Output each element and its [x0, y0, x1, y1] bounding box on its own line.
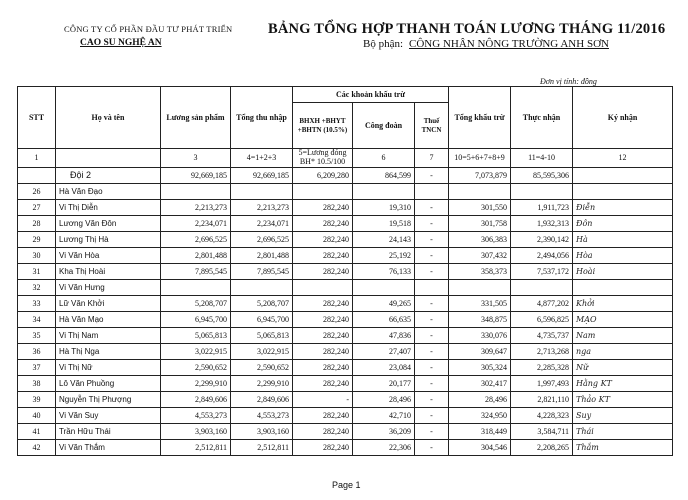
row-total-deduction: 330,076: [449, 327, 511, 343]
row-insurance: 282,240: [293, 199, 353, 215]
employee-row: [18, 263, 673, 279]
row-insurance: 282,240: [293, 439, 353, 455]
row-net: 2,713,268: [511, 343, 573, 359]
employee-row: [18, 407, 673, 423]
row-product-salary: 2,213,273: [161, 199, 231, 215]
row-insurance: 282,240: [293, 407, 353, 423]
row-insurance: [293, 183, 353, 199]
col-number: 6: [353, 149, 415, 168]
row-tax: -: [415, 263, 449, 279]
row-union: 27,407: [353, 343, 415, 359]
row-total-income: [231, 279, 293, 295]
row-total-income: 2,299,910: [231, 375, 293, 391]
row-total-deduction: 304,546: [449, 439, 511, 455]
row-tax: -: [415, 391, 449, 407]
group-net: 85,595,306: [511, 167, 573, 183]
row-total-income: 2,801,488: [231, 247, 293, 263]
row-stt: 39: [18, 391, 56, 407]
row-insurance: [293, 279, 353, 295]
col-number: [56, 149, 161, 168]
row-net: [511, 279, 573, 295]
row-total-deduction: 331,505: [449, 295, 511, 311]
row-signature: MẠO: [573, 311, 673, 327]
row-product-salary: 2,590,652: [161, 359, 231, 375]
col-number: 3: [161, 149, 231, 168]
row-stt: 27: [18, 199, 56, 215]
row-signature: Thắm: [573, 439, 673, 455]
employee-row: [18, 439, 673, 455]
row-name: Vi Thị Nam: [56, 327, 161, 343]
row-name: Vi Văn Hòa: [56, 247, 161, 263]
row-product-salary: 2,696,525: [161, 231, 231, 247]
row-net: 1,911,723: [511, 199, 573, 215]
header-product-salary: Lương sản phẩm: [161, 87, 231, 149]
row-stt: 35: [18, 327, 56, 343]
row-name: Lương Văn Đôn: [56, 215, 161, 231]
row-name: Vi Thị Nữ: [56, 359, 161, 375]
row-product-salary: 2,849,606: [161, 391, 231, 407]
row-net: 2,821,110: [511, 391, 573, 407]
row-tax: -: [415, 215, 449, 231]
group-product-salary: 92,669,185: [161, 167, 231, 183]
row-tax: -: [415, 295, 449, 311]
row-net: 4,228,323: [511, 407, 573, 423]
row-union: 42,710: [353, 407, 415, 423]
employee-row: [18, 295, 673, 311]
row-total-income: 3,903,160: [231, 423, 293, 439]
row-total-deduction: 306,383: [449, 231, 511, 247]
row-name: Lương Thị Hà: [56, 231, 161, 247]
department-value: CÔNG NHÂN NÔNG TRƯỜNG ANH SƠN: [409, 38, 609, 50]
row-tax: [415, 183, 449, 199]
row-total-income: 2,512,811: [231, 439, 293, 455]
employee-row: [18, 231, 673, 247]
row-total-income: 7,895,545: [231, 263, 293, 279]
row-signature: Hà: [573, 231, 673, 247]
row-tax: [415, 279, 449, 295]
header-insurance: BHXH +BHYT +BHTN (10.5%): [293, 103, 353, 149]
header-union: Công đoàn: [353, 103, 415, 149]
employee-row: [18, 279, 673, 295]
group-union: 864,599: [353, 167, 415, 183]
department-label: Bộ phận:: [363, 38, 404, 50]
row-product-salary: 2,512,811: [161, 439, 231, 455]
row-signature: Điễn: [573, 199, 673, 215]
row-name: Vi Văn Suy: [56, 407, 161, 423]
row-product-salary: 4,553,273: [161, 407, 231, 423]
row-total-income: 5,065,813: [231, 327, 293, 343]
row-tax: -: [415, 247, 449, 263]
row-signature: [573, 183, 673, 199]
col-number: 11=4-10: [511, 149, 573, 168]
row-signature: Nữ: [573, 359, 673, 375]
row-total-deduction: 309,647: [449, 343, 511, 359]
row-signature: Suy: [573, 407, 673, 423]
group-label: Đội 2: [56, 167, 161, 183]
row-stt: 38: [18, 375, 56, 391]
header-tax: Thuế TNCN: [415, 103, 449, 149]
group-total-row: [18, 167, 673, 183]
employee-row: [18, 375, 673, 391]
employee-row: [18, 215, 673, 231]
header-total-deduction: Tổng khấu trừ: [449, 87, 511, 149]
row-tax: -: [415, 327, 449, 343]
col-number: 7: [415, 149, 449, 168]
row-name: Vi Văn Hưng: [56, 279, 161, 295]
row-insurance: -: [293, 391, 353, 407]
employee-row: [18, 343, 673, 359]
header-name: Họ và tên: [56, 87, 161, 149]
row-product-salary: 3,903,160: [161, 423, 231, 439]
employee-row: [18, 247, 673, 263]
row-union: 22,306: [353, 439, 415, 455]
row-product-salary: 7,895,545: [161, 263, 231, 279]
col-number: 10=5+6+7+8+9: [449, 149, 511, 168]
row-union: 28,496: [353, 391, 415, 407]
row-product-salary: 5,208,707: [161, 295, 231, 311]
row-total-deduction: 305,324: [449, 359, 511, 375]
header-stt: STT: [18, 87, 56, 149]
row-net: 2,494,056: [511, 247, 573, 263]
row-insurance: 282,240: [293, 311, 353, 327]
row-union: 47,836: [353, 327, 415, 343]
row-tax: -: [415, 231, 449, 247]
row-name: Hà Thị Nga: [56, 343, 161, 359]
row-total-deduction: 324,950: [449, 407, 511, 423]
row-union: 24,143: [353, 231, 415, 247]
row-name: Lữ Văn Khởi: [56, 295, 161, 311]
row-union: 25,192: [353, 247, 415, 263]
header-total-income: Tổng thu nhập: [231, 87, 293, 149]
group-tax: -: [415, 167, 449, 183]
row-total-income: 2,234,071: [231, 215, 293, 231]
row-stt: 32: [18, 279, 56, 295]
row-product-salary: [161, 183, 231, 199]
col-number: 4=1+2+3: [231, 149, 293, 168]
row-stt: 30: [18, 247, 56, 263]
row-total-income: 4,553,273: [231, 407, 293, 423]
row-name: Vi Thị Diễn: [56, 199, 161, 215]
document-title: BẢNG TỔNG HỢP THANH TOÁN LƯƠNG THÁNG 11/2016: [268, 21, 666, 37]
header-net: Thực nhận: [511, 87, 573, 149]
row-insurance: 282,240: [293, 423, 353, 439]
row-stt: 37: [18, 359, 56, 375]
row-tax: -: [415, 439, 449, 455]
row-total-deduction: 301,758: [449, 215, 511, 231]
row-name: Vi Văn Thắm: [56, 439, 161, 455]
row-net: 2,285,328: [511, 359, 573, 375]
row-tax: -: [415, 423, 449, 439]
row-stt: 41: [18, 423, 56, 439]
row-total-income: 3,022,915: [231, 343, 293, 359]
row-signature: Hoài: [573, 263, 673, 279]
row-total-income: 2,213,273: [231, 199, 293, 215]
row-total-income: 2,849,606: [231, 391, 293, 407]
row-insurance: 282,240: [293, 375, 353, 391]
row-product-salary: 2,234,071: [161, 215, 231, 231]
row-signature: Thảo KT: [573, 391, 673, 407]
row-product-salary: 6,945,700: [161, 311, 231, 327]
row-total-income: [231, 183, 293, 199]
row-union: 66,635: [353, 311, 415, 327]
row-total-deduction: 358,373: [449, 263, 511, 279]
row-union: 76,133: [353, 263, 415, 279]
row-union: 36,209: [353, 423, 415, 439]
row-signature: Đôn: [573, 215, 673, 231]
row-stt: 34: [18, 311, 56, 327]
row-net: 3,584,711: [511, 423, 573, 439]
row-product-salary: 5,065,813: [161, 327, 231, 343]
row-signature: Khởi: [573, 295, 673, 311]
employee-row: [18, 359, 673, 375]
row-insurance: 282,240: [293, 343, 353, 359]
row-stt: 31: [18, 263, 56, 279]
row-tax: -: [415, 311, 449, 327]
col-number: 12: [573, 149, 673, 168]
row-tax: -: [415, 359, 449, 375]
row-insurance: 282,240: [293, 359, 353, 375]
department-line: [363, 38, 609, 50]
row-total-deduction: [449, 279, 511, 295]
employee-row: [18, 327, 673, 343]
employee-row: [18, 311, 673, 327]
employee-row: [18, 423, 673, 439]
row-product-salary: 2,801,488: [161, 247, 231, 263]
row-total-income: 2,590,652: [231, 359, 293, 375]
row-insurance: 282,240: [293, 263, 353, 279]
employee-row: [18, 199, 673, 215]
row-product-salary: 3,022,915: [161, 343, 231, 359]
row-stt: 33: [18, 295, 56, 311]
row-insurance: 282,240: [293, 215, 353, 231]
currency-unit: Đơn vị tính: đồng: [540, 77, 597, 86]
row-signature: nga: [573, 343, 673, 359]
row-insurance: 282,240: [293, 295, 353, 311]
row-net: 6,596,825: [511, 311, 573, 327]
row-product-salary: [161, 279, 231, 295]
row-name: Kha Thị Hoài: [56, 263, 161, 279]
row-insurance: 282,240: [293, 231, 353, 247]
row-net: 2,390,142: [511, 231, 573, 247]
row-tax: -: [415, 375, 449, 391]
row-stt: 36: [18, 343, 56, 359]
group-total-income: 92,669,185: [231, 167, 293, 183]
company-subname: CAO SU NGHỆ AN: [80, 38, 162, 48]
row-union: 19,310: [353, 199, 415, 215]
row-union: 19,518: [353, 215, 415, 231]
col-number: 1: [18, 149, 56, 168]
row-name: Hà Văn Đạo: [56, 183, 161, 199]
page-number: Page 1: [332, 480, 361, 490]
row-signature: Nam: [573, 327, 673, 343]
employee-row: [18, 183, 673, 199]
row-total-deduction: 307,432: [449, 247, 511, 263]
row-net: 1,997,493: [511, 375, 573, 391]
row-total-income: 6,945,700: [231, 311, 293, 327]
company-name: CÔNG TY CỔ PHẦN ĐẦU TƯ PHÁT TRIỂN: [64, 24, 233, 34]
row-signature: Thái: [573, 423, 673, 439]
row-total-deduction: 301,550: [449, 199, 511, 215]
row-name: Hà Văn Mạo: [56, 311, 161, 327]
row-net: 1,932,313: [511, 215, 573, 231]
col-number: 5=Lương đóng BH* 10.5/100: [293, 149, 353, 168]
row-union: [353, 279, 415, 295]
employee-row: [18, 391, 673, 407]
row-product-salary: 2,299,910: [161, 375, 231, 391]
row-union: [353, 183, 415, 199]
row-total-deduction: 28,496: [449, 391, 511, 407]
row-net: 7,537,172: [511, 263, 573, 279]
row-total-deduction: 348,875: [449, 311, 511, 327]
row-signature: Hòa: [573, 247, 673, 263]
row-stt: 26: [18, 183, 56, 199]
row-total-income: 2,696,525: [231, 231, 293, 247]
row-name: Trần Hữu Thái: [56, 423, 161, 439]
row-insurance: 282,240: [293, 327, 353, 343]
row-tax: -: [415, 199, 449, 215]
header-deductions: Các khoản khấu trừ: [293, 87, 449, 103]
row-stt: 42: [18, 439, 56, 455]
row-total-income: 5,208,707: [231, 295, 293, 311]
row-union: 20,177: [353, 375, 415, 391]
group-total-deduction: 7,073,879: [449, 167, 511, 183]
row-insurance: 282,240: [293, 247, 353, 263]
row-stt: 29: [18, 231, 56, 247]
group-insurance: 6,209,280: [293, 167, 353, 183]
row-total-deduction: 302,417: [449, 375, 511, 391]
row-tax: -: [415, 343, 449, 359]
row-stt: 40: [18, 407, 56, 423]
row-net: [511, 183, 573, 199]
row-stt: 28: [18, 215, 56, 231]
header-sign: Ký nhận: [573, 87, 673, 149]
row-name: Nguyễn Thị Phượng: [56, 391, 161, 407]
row-tax: -: [415, 407, 449, 423]
row-signature: Hằng KT: [573, 375, 673, 391]
row-name: Lô Văn Phuồng: [56, 375, 161, 391]
row-net: 4,877,202: [511, 295, 573, 311]
row-union: 49,265: [353, 295, 415, 311]
row-union: 23,084: [353, 359, 415, 375]
row-net: 2,208,265: [511, 439, 573, 455]
row-net: 4,735,737: [511, 327, 573, 343]
row-total-deduction: 318,449: [449, 423, 511, 439]
row-total-deduction: [449, 183, 511, 199]
payroll-table: [17, 86, 673, 456]
row-signature: [573, 279, 673, 295]
